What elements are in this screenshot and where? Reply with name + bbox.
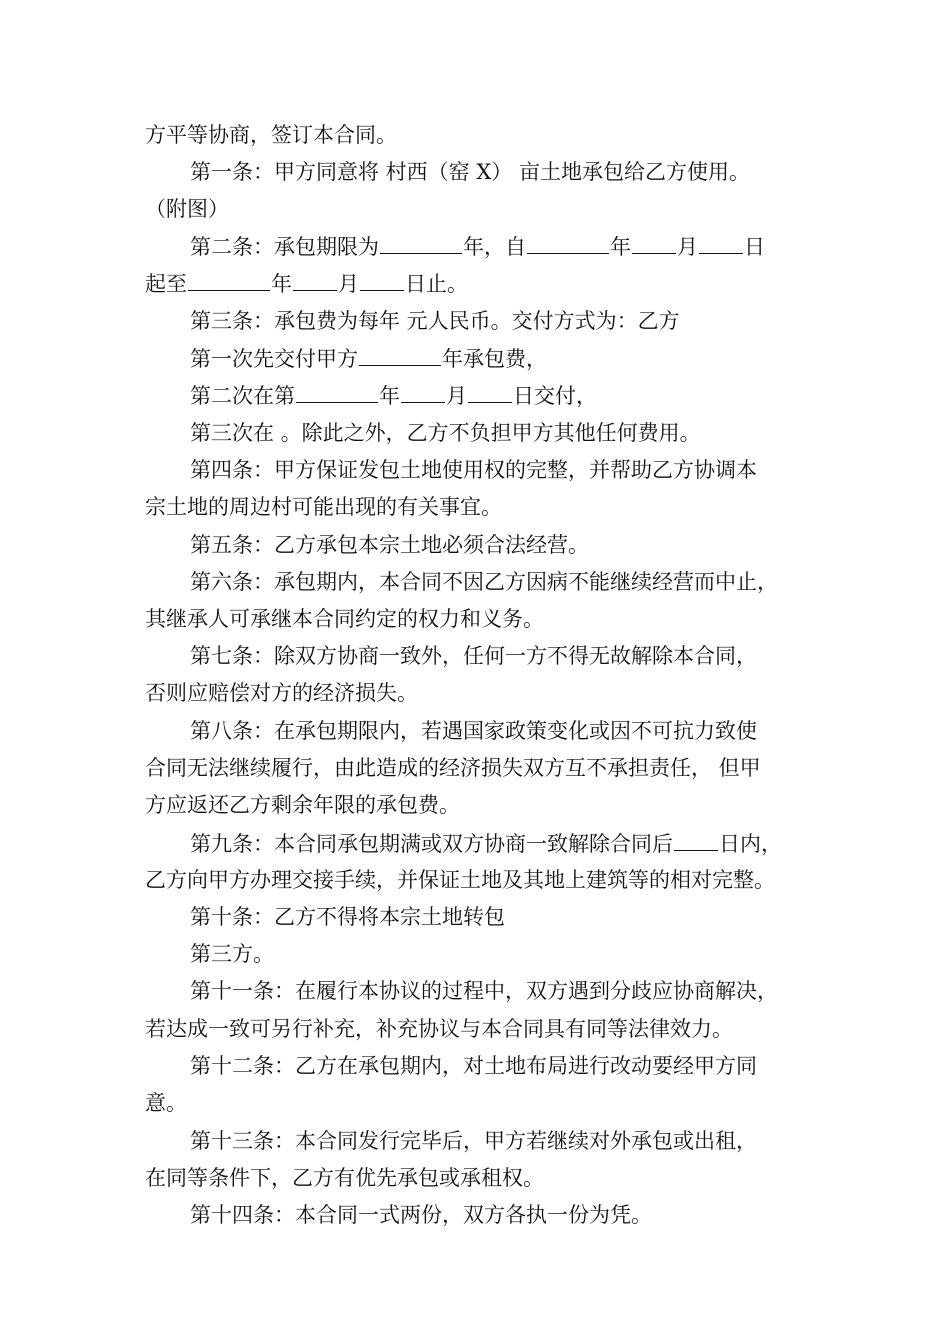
blank-field [699,231,743,254]
text-line: 否则应赔偿对方的经济损失。 [145,681,418,705]
clause-7: 第七条：除双方协商一致外，任何一方不得无故解除本合同， [190,644,757,668]
blank-field [380,231,462,254]
clause-14: 第十四条：本合同一式两份，双方各执一份为凭。 [190,1203,652,1227]
text-line: 宗土地的周边村可能出现的有关事宜。 [145,495,502,519]
clause-13: 第十三条：本合同发行完毕后，甲方若继续对外承包或出租， [190,1129,757,1153]
clause-3: 第三条：承包费为每年 元人民币。交付方式为：乙方 [190,309,680,333]
clause-6: 第六条：承包期内，本合同不因乙方因病不能继续经营而中止， [190,570,778,594]
blank-field [527,231,609,254]
text-line: 方平等协商，签订本合同。 [145,123,397,147]
blank-field [632,231,676,254]
text-line: 第二次在第 年 月 日交付， [190,380,597,410]
clause-11: 第十一条：在履行本协议的过程中，双方遇到分歧应协商解决， [190,979,778,1003]
clause-8: 第八条：在承包期限内，若遇国家政策变化或因不可抗力致使 [190,719,757,743]
blank-field [359,343,441,366]
text-line: 乙方向甲方办理交接手续，并保证土地及其地上建筑等的相对完整。 [145,868,775,892]
text-line: （附图） [145,197,229,221]
text-line: 合同无法继续履行，由此造成的经济损失双方互不承担责任， 但甲 [145,756,761,780]
blank-field [296,380,378,403]
text-line: 方应返还乙方剩余年限的承包费。 [145,793,460,817]
clause-9: 第九条：本合同承包期满或双方协商一致解除合同后 日内， [190,828,782,858]
blank-field [468,380,512,403]
text-line: 第三方。 [190,942,274,966]
clause-1: 第一条：甲方同意将 村西（窑 X） 亩土地承包给乙方使用。 [190,160,750,184]
text-line: 第三次在 。除此之外，乙方不负担甲方其他任何费用。 [190,421,701,445]
blank-field [360,268,404,291]
clause-4: 第四条：甲方保证发包土地使用权的完整，并帮助乙方协调本 [190,458,757,482]
blank-field [188,268,270,291]
blank-field [674,828,718,851]
blank-field [293,268,337,291]
text-line: 若达成一致可另行补充，补充协议与本合同具有同等法律效力。 [145,1017,733,1041]
text-line: 意。 [145,1091,187,1115]
clause-10: 第十条：乙方不得将本宗土地转包 [190,905,505,929]
blank-field [401,380,445,403]
clause-2: 第二条：承包期限为 年，自 年 月 日 [190,231,765,261]
clause-5: 第五条：乙方承包本宗土地必须合法经营。 [190,533,589,557]
clause-12: 第十二条：乙方在承包期内，对土地布局进行改动要经甲方同 [190,1054,757,1078]
text-line: 其继承人可承继本合同约定的权力和义务。 [145,607,544,631]
text-line: 起至 年 月 日止。 [145,268,468,298]
text-line: 第一次先交付甲方 年承包费， [190,343,547,373]
text-line: 在同等条件下，乙方有优先承包或承租权。 [145,1166,544,1190]
